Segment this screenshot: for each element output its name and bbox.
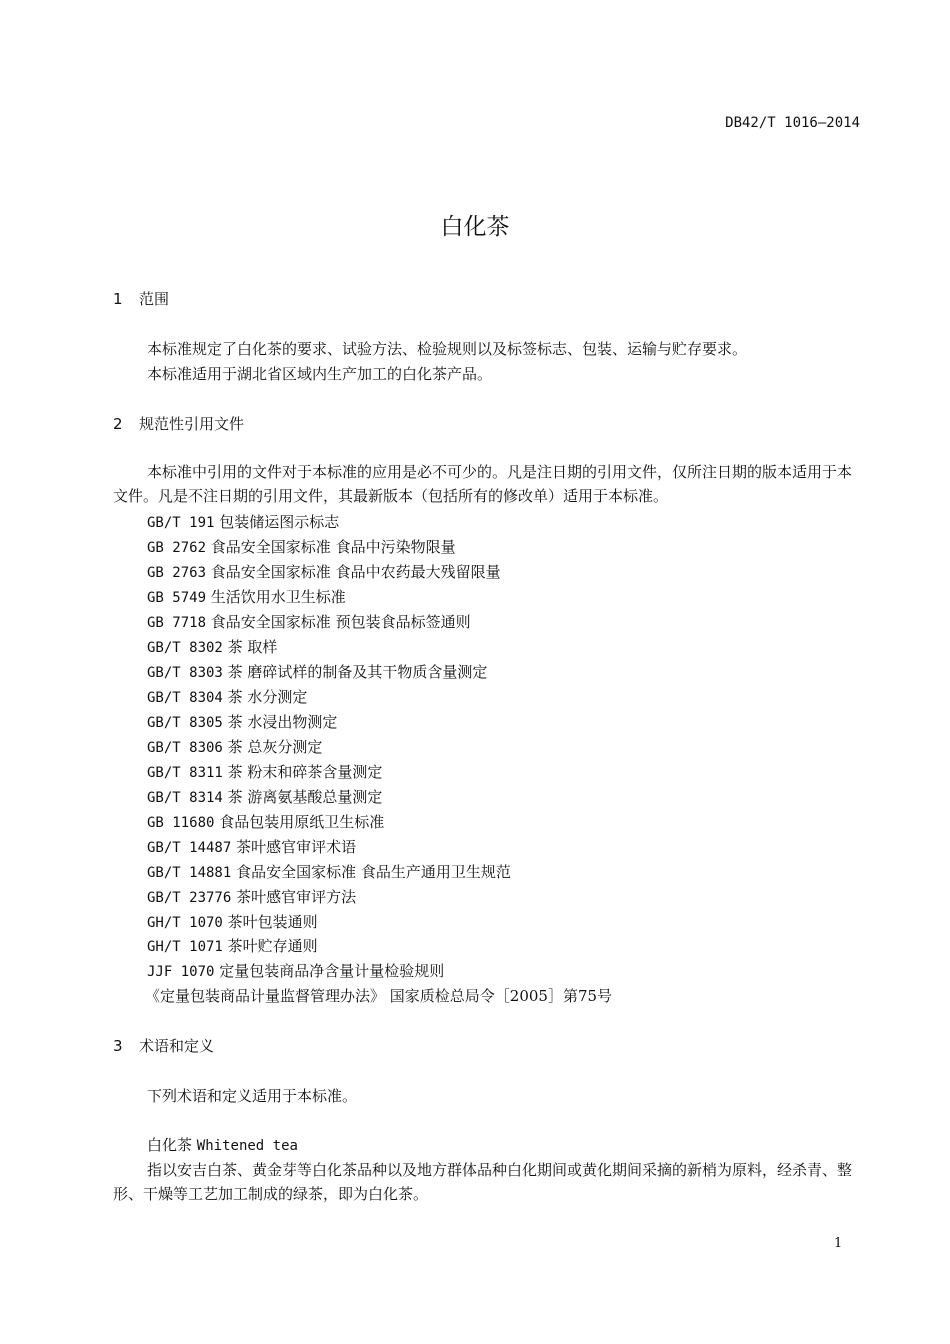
section-title: 范围 <box>139 290 170 308</box>
reference-code: GB 2762 <box>147 540 207 556</box>
reference-code: GB/T 191 <box>147 515 215 531</box>
section-title: 规范性引用文件 <box>139 415 245 433</box>
reference-code: GB/T 8305 <box>147 715 223 731</box>
section-number: 2 <box>113 415 123 433</box>
reference-title: 茶叶感官审评方法 <box>236 888 357 906</box>
term-english: Whitened tea <box>196 1138 298 1154</box>
reference-item <box>147 586 346 607</box>
section-number: 3 <box>113 1037 123 1055</box>
reference-code: GB/T 8302 <box>147 640 223 656</box>
reference-item <box>147 786 382 807</box>
reference-code: GB 2763 <box>147 565 207 581</box>
reference-code: GB/T 14881 <box>147 865 232 881</box>
section-heading-normative-references <box>113 413 244 434</box>
reference-title: 包装储运图示标志 <box>219 513 340 531</box>
reference-title: 定量包装商品净含量计量检验规则 <box>219 962 445 980</box>
reference-code: GB/T 8311 <box>147 765 223 781</box>
reference-code: GH/T 1071 <box>147 939 223 955</box>
reference-code: GB/T 23776 <box>147 890 232 906</box>
reference-title: 食品安全国家标准 食品中污染物限量 <box>210 538 456 556</box>
regulation-reference: 《定量包装商品计量监督管理办法》 国家质检总局令［2005］第75号 <box>145 987 613 1005</box>
reference-code: GB/T 8306 <box>147 740 223 756</box>
reference-item <box>147 761 382 782</box>
reference-title: 茶 磨碎试样的制备及其干物质含量测定 <box>227 663 488 681</box>
reference-item <box>147 686 307 707</box>
reference-item <box>147 911 318 932</box>
reference-title: 食品安全国家标准 食品中农药最大残留限量 <box>210 563 501 581</box>
reference-item <box>147 886 356 907</box>
section-number: 1 <box>113 290 123 308</box>
reference-item <box>147 561 501 582</box>
reference-code: GB/T 14487 <box>147 840 232 856</box>
section-heading-scope <box>113 288 169 309</box>
reference-title: 茶 水分测定 <box>227 688 308 706</box>
reference-title: 茶 粉末和碎茶含量测定 <box>227 763 383 781</box>
reference-title: 茶 取样 <box>227 638 278 656</box>
reference-item <box>147 636 277 657</box>
reference-title: 茶 水浸出物测定 <box>227 713 338 731</box>
reference-item <box>147 536 456 557</box>
reference-title: 茶 总灰分测定 <box>227 738 323 756</box>
reference-code: GB/T 8303 <box>147 665 223 681</box>
document-title: 白化茶 <box>440 214 510 240</box>
reference-item <box>147 861 511 882</box>
reference-title: 茶叶贮存通则 <box>227 937 318 955</box>
reference-item <box>147 736 322 757</box>
reference-code: GH/T 1070 <box>147 915 223 931</box>
reference-code: GB 5749 <box>147 590 207 606</box>
reference-code: GB 11680 <box>147 815 215 831</box>
reference-title: 茶叶感官审评术语 <box>236 838 357 856</box>
reference-item <box>147 711 337 732</box>
reference-title: 食品安全国家标准 食品生产通用卫生规范 <box>236 863 511 881</box>
reference-title: 茶 游离氨基酸总量测定 <box>227 788 383 806</box>
terms-intro: 下列术语和定义适用于本标准。 <box>147 1087 358 1105</box>
reference-code: JJF 1070 <box>147 964 215 980</box>
reference-item <box>147 511 339 532</box>
scope-paragraph: 本标准适用于湖北省区域内生产加工的白化茶产品。 <box>147 365 493 383</box>
reference-title: 茶叶包装通则 <box>227 913 318 931</box>
reference-item <box>147 661 487 682</box>
reference-item <box>147 935 318 956</box>
reference-code: GB/T 8314 <box>147 790 223 806</box>
term-chinese: 白化茶 <box>147 1136 193 1154</box>
reference-title: 食品包装用原纸卫生标准 <box>219 813 385 831</box>
page-number: 1 <box>834 1236 843 1251</box>
standard-code: DB42/T 1016—2014 <box>725 115 860 131</box>
reference-code: GB/T 8304 <box>147 690 223 706</box>
reference-code: GB 7718 <box>147 615 207 631</box>
reference-item <box>147 836 356 857</box>
reference-item <box>147 960 444 981</box>
reference-title: 生活饮用水卫生标准 <box>210 588 346 606</box>
term-definition: 指以安吉白茶、黄金芽等白化茶品种以及地方群体品种白化期间或黄化期间采摘的新梢为原料，经杀青、整形、干燥等工艺加工制成的绿茶，即为白化茶。 <box>113 1161 853 1203</box>
reference-item <box>147 611 471 632</box>
scope-paragraph: 本标准规定了白化茶的要求、试验方法、检验规则以及标签标志、包装、运输与贮存要求。 <box>147 340 748 358</box>
term-entry <box>147 1134 298 1155</box>
reference-item <box>147 811 384 832</box>
section-heading-terms <box>113 1035 214 1056</box>
section-title: 术语和定义 <box>139 1037 215 1055</box>
reference-title: 食品安全国家标准 预包装食品标签通则 <box>210 613 471 631</box>
references-intro: 本标准中引用的文件对于本标准的应用是必不可少的。凡是注日期的引用文件，仅所注日期的版本适用于本文件。凡是不注日期的引用文件，其最新版本（包括所有的修改单）适用于本标准。 <box>113 463 853 505</box>
